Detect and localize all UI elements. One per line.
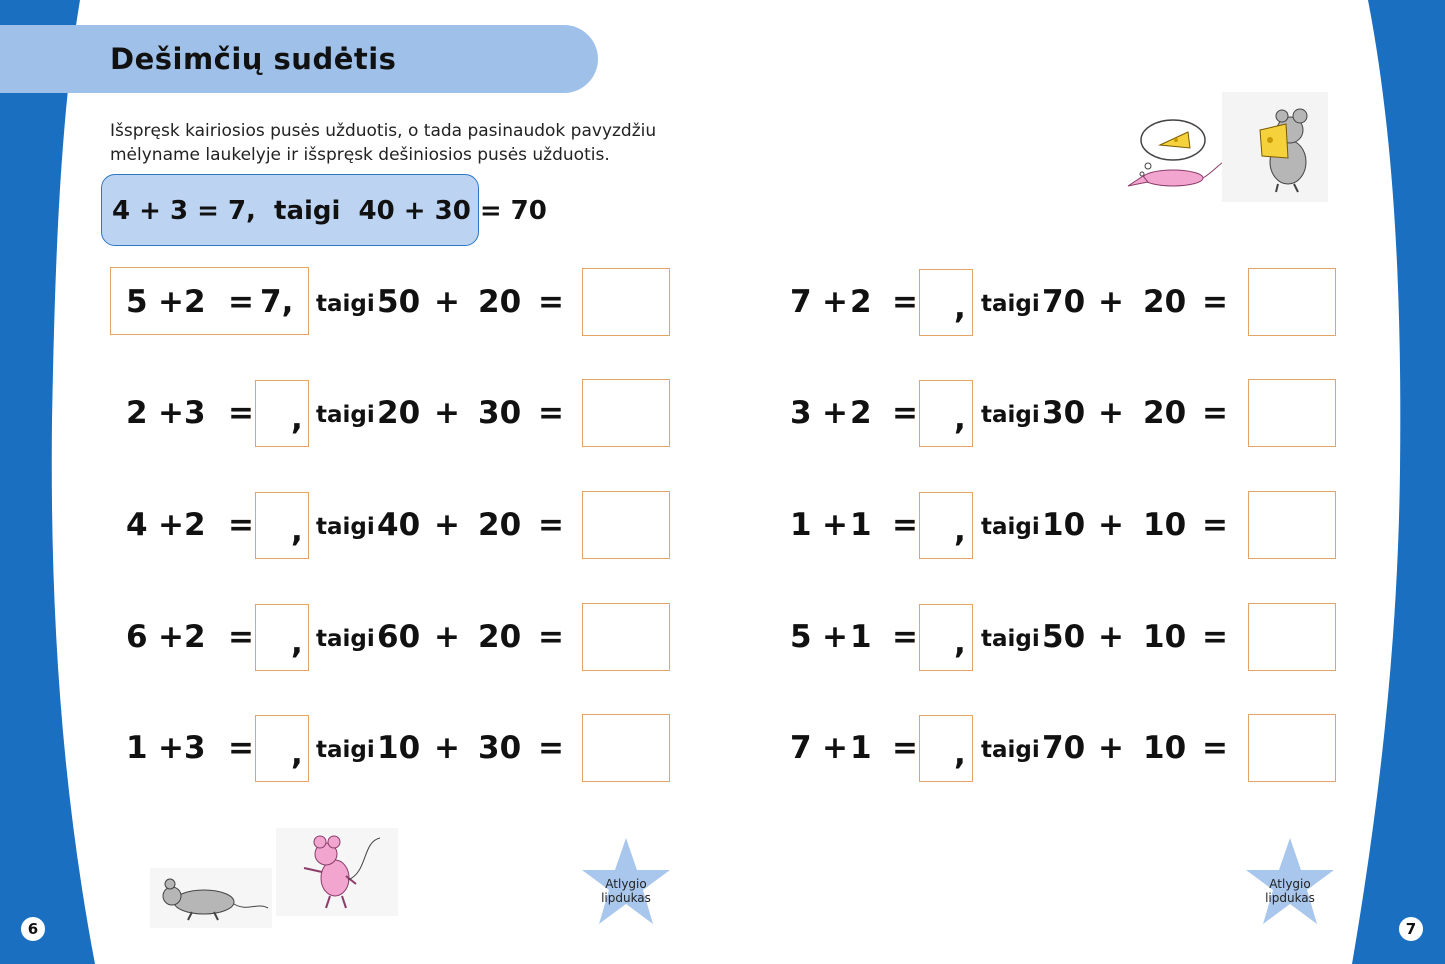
answer-box-large[interactable] <box>582 603 670 671</box>
tens-a: 70 <box>1042 730 1086 766</box>
equals-sign-2: = <box>1202 284 1228 320</box>
comma: , <box>291 513 303 549</box>
plus-sign-2: + <box>434 507 460 543</box>
equals-sign: = <box>892 730 918 766</box>
instruction-line-2: mėlyname laukelyje ir išspręsk dešiniosios pusės užduotis. <box>110 145 610 165</box>
reward-label-right-line1: Atlygio <box>1269 877 1311 891</box>
reward-label-left-line2: lipdukas <box>601 891 651 905</box>
answer-box-large[interactable] <box>1248 603 1336 671</box>
addend-a: 6 <box>126 619 148 655</box>
comma: , <box>291 401 303 437</box>
tens-b: 10 <box>1143 730 1187 766</box>
addend-b: 3 <box>184 395 206 431</box>
plus-sign: + <box>158 619 184 655</box>
equals-sign-2: = <box>538 619 564 655</box>
taigi-label: taigi <box>316 737 375 763</box>
equals-sign: = <box>892 284 918 320</box>
reward-label-right <box>1244 877 1336 905</box>
tens-b: 30 <box>478 730 522 766</box>
plus-sign: + <box>158 507 184 543</box>
addend-b: 2 <box>850 395 872 431</box>
equals-sign: = <box>228 284 254 320</box>
plus-sign-2: + <box>434 730 460 766</box>
taigi-label: taigi <box>981 737 1040 763</box>
addend-b: 1 <box>850 619 872 655</box>
plus-sign: + <box>822 619 848 655</box>
mouse-with-cheese-illustration <box>1228 100 1324 196</box>
addend-a: 4 <box>126 507 148 543</box>
example-box: 4 + 3 = 7, taigi 40 + 30 = 70 <box>101 174 479 246</box>
addend-a: 1 <box>790 507 812 543</box>
tens-b: 10 <box>1143 619 1187 655</box>
tens-a: 10 <box>377 730 421 766</box>
answer-box-large[interactable] <box>1248 714 1336 782</box>
addend-a: 3 <box>790 395 812 431</box>
prefilled-answer: 7, <box>260 284 294 320</box>
tens-b: 30 <box>478 395 522 431</box>
equals-sign-2: = <box>1202 395 1228 431</box>
page-number-right: 7 <box>1396 914 1426 944</box>
comma: , <box>954 513 966 549</box>
taigi-label: taigi <box>981 626 1040 652</box>
equals-sign-2: = <box>538 284 564 320</box>
plus-sign: + <box>158 284 184 320</box>
taigi-label: taigi <box>981 514 1040 540</box>
answer-box-large[interactable] <box>582 714 670 782</box>
comma: , <box>954 736 966 772</box>
equals-sign-2: = <box>538 395 564 431</box>
plus-sign-2: + <box>434 619 460 655</box>
answer-box-large[interactable] <box>582 379 670 447</box>
sleeping-mouse-illustration <box>1118 110 1230 194</box>
equals-sign: = <box>228 619 254 655</box>
tens-b: 20 <box>1143 284 1187 320</box>
taigi-label: taigi <box>316 291 375 317</box>
page-number-left: 6 <box>18 914 48 944</box>
answer-box-large[interactable] <box>1248 379 1336 447</box>
plus-sign: + <box>822 507 848 543</box>
tens-a: 50 <box>377 284 421 320</box>
answer-box-large[interactable] <box>582 268 670 336</box>
reward-label-left <box>580 877 672 905</box>
tens-b: 20 <box>1143 395 1187 431</box>
addend-b: 1 <box>850 507 872 543</box>
addend-a: 7 <box>790 730 812 766</box>
instructions <box>110 119 670 167</box>
tens-b: 20 <box>478 507 522 543</box>
tens-a: 60 <box>377 619 421 655</box>
addend-b: 2 <box>184 284 206 320</box>
taigi-label: taigi <box>316 402 375 428</box>
plus-sign: + <box>158 395 184 431</box>
tens-b: 20 <box>478 619 522 655</box>
comma: , <box>954 290 966 326</box>
tens-b: 10 <box>1143 507 1187 543</box>
tens-a: 50 <box>1042 619 1086 655</box>
answer-box-large[interactable] <box>1248 491 1336 559</box>
plus-sign-2: + <box>1098 507 1124 543</box>
addend-b: 1 <box>850 730 872 766</box>
tens-a: 30 <box>1042 395 1086 431</box>
left-blue-border <box>0 0 95 964</box>
tens-a: 40 <box>377 507 421 543</box>
addend-b: 2 <box>184 507 206 543</box>
reward-label-left-line1: Atlygio <box>605 877 647 891</box>
tens-a: 10 <box>1042 507 1086 543</box>
equals-sign-2: = <box>1202 730 1228 766</box>
pink-mouse-illustration <box>290 832 390 914</box>
taigi-label: taigi <box>316 514 375 540</box>
taigi-label: taigi <box>981 291 1040 317</box>
comma: , <box>954 401 966 437</box>
equals-sign: = <box>228 395 254 431</box>
comma: , <box>954 625 966 661</box>
comma: , <box>291 736 303 772</box>
equals-sign: = <box>892 619 918 655</box>
addend-b: 2 <box>850 284 872 320</box>
comma: , <box>291 625 303 661</box>
plus-sign-2: + <box>434 284 460 320</box>
addend-b: 2 <box>184 619 206 655</box>
plus-sign-2: + <box>1098 619 1124 655</box>
addend-a: 1 <box>126 730 148 766</box>
page-title: Dešimčių sudėtis <box>110 42 397 76</box>
plus-sign-2: + <box>434 395 460 431</box>
taigi-label: taigi <box>316 626 375 652</box>
equals-sign: = <box>228 730 254 766</box>
plus-sign-2: + <box>1098 730 1124 766</box>
plus-sign: + <box>822 395 848 431</box>
equals-sign-2: = <box>538 507 564 543</box>
equals-sign-2: = <box>538 730 564 766</box>
tens-a: 20 <box>377 395 421 431</box>
answer-box-large[interactable] <box>582 491 670 559</box>
plus-sign: + <box>822 284 848 320</box>
right-blue-border <box>1352 0 1445 964</box>
equals-sign: = <box>892 507 918 543</box>
lying-mouse-illustration <box>152 872 270 924</box>
answer-box-large[interactable] <box>1248 268 1336 336</box>
equals-sign-2: = <box>1202 507 1228 543</box>
plus-sign: + <box>822 730 848 766</box>
taigi-label: taigi <box>981 402 1040 428</box>
plus-sign: + <box>158 730 184 766</box>
equals-sign: = <box>228 507 254 543</box>
equals-sign-2: = <box>1202 619 1228 655</box>
addend-a: 5 <box>790 619 812 655</box>
reward-label-right-line2: lipdukas <box>1265 891 1315 905</box>
addend-a: 2 <box>126 395 148 431</box>
addend-a: 5 <box>126 284 148 320</box>
tens-b: 20 <box>478 284 522 320</box>
addend-a: 7 <box>790 284 812 320</box>
instruction-line-1: Išspręsk kairiosios pusės užduotis, o tada pasinaudok pavyzdžiu <box>110 121 657 141</box>
plus-sign-2: + <box>1098 395 1124 431</box>
addend-b: 3 <box>184 730 206 766</box>
equals-sign: = <box>892 395 918 431</box>
tens-a: 70 <box>1042 284 1086 320</box>
plus-sign-2: + <box>1098 284 1124 320</box>
